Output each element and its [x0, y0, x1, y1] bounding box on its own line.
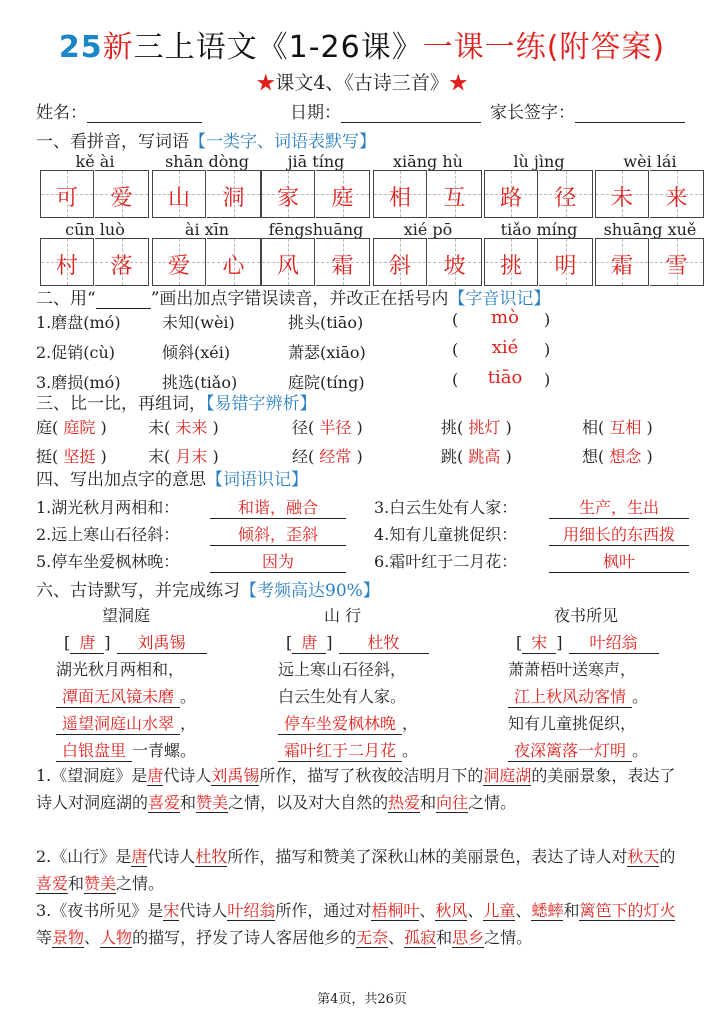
blank-answer: 篱笆下的灯火	[579, 901, 676, 920]
answer-char: 心	[222, 254, 245, 279]
question-1	[36, 762, 688, 816]
answer-char: 爱	[167, 254, 190, 279]
blank-answer: 洞庭湖	[483, 766, 532, 785]
bracket: ]	[326, 633, 333, 652]
poem-line	[278, 657, 406, 680]
poem-answer: 霜叶红于二月花	[278, 738, 402, 762]
blank-answer: 孤寂	[404, 928, 437, 947]
base-char: 挺	[36, 447, 53, 466]
text: 代诗人	[163, 766, 212, 785]
poem-line	[278, 684, 406, 707]
pinyin: jiā tíng	[287, 152, 345, 171]
answer: tiāo	[487, 367, 523, 388]
answer-char: 挑	[499, 254, 522, 279]
punct: 。	[402, 741, 419, 760]
answer: 因为	[210, 549, 346, 573]
char-cell	[373, 238, 427, 286]
pinyin: tiǎo míng	[500, 220, 578, 239]
char-cell	[428, 170, 482, 218]
poem-author	[286, 630, 429, 654]
answer-char: 庭	[331, 186, 354, 211]
pinyin: lù jìng	[513, 152, 565, 171]
answer-char: 路	[499, 186, 522, 211]
char-cell	[650, 238, 704, 286]
char-box	[152, 238, 262, 286]
blank-answer: 儿童	[483, 901, 516, 920]
bracket: ]	[556, 633, 563, 652]
text: 之情。	[116, 874, 165, 893]
pinyin: wèi lái	[623, 152, 677, 171]
answer: 跳高	[463, 447, 506, 466]
title-red: 一课一练(附答案)	[422, 30, 666, 65]
char-cell	[539, 238, 593, 286]
blank-answer: 秋天	[627, 847, 660, 866]
answer-char: 山	[167, 186, 190, 211]
poem-title: 夜书所见	[554, 606, 619, 625]
poem-text: 知有儿童挑促织，	[508, 714, 637, 733]
blank-answer: 热爱	[388, 793, 421, 812]
text: 、	[515, 901, 532, 920]
text: 之情。	[468, 793, 517, 812]
base-char: 经	[292, 447, 309, 466]
section-2-title: 二、用“ ”画出加点字错误读音，并改正在括号内【字音识记】	[36, 289, 551, 309]
paren: )	[505, 447, 512, 466]
paren: (	[52, 418, 59, 437]
paren: )	[505, 418, 512, 437]
blank-answer: 宋	[163, 901, 180, 920]
compare-item	[441, 415, 512, 438]
answer-char: 洞	[222, 186, 245, 211]
poem-author	[64, 630, 207, 654]
title-new: 新	[102, 30, 134, 65]
char-box	[261, 238, 371, 286]
pinyin: cūn luò	[65, 220, 125, 239]
pinyin: xiāng hù	[393, 152, 463, 171]
text: 等	[36, 928, 53, 947]
base-char: 相	[582, 418, 599, 437]
paren: (	[308, 447, 315, 466]
star-icon: ★	[448, 72, 468, 94]
poem-text: 远上寒山石径斜，	[278, 660, 407, 679]
punct: 一青螺。	[132, 741, 197, 760]
poem-line	[278, 711, 418, 735]
paren: (	[452, 340, 459, 359]
char-cell	[207, 170, 261, 218]
bracket: ]	[104, 633, 111, 652]
answer-char: 村	[55, 254, 78, 279]
author-name: 叶绍翁	[569, 630, 659, 654]
char-cell	[373, 170, 427, 218]
char-cell	[539, 170, 593, 218]
name-field: 姓名：	[36, 98, 202, 123]
paren: (	[52, 447, 59, 466]
word-item: 2.促销(cù)	[36, 343, 116, 362]
answer-char: 可	[55, 186, 78, 211]
answer-char: 来	[665, 186, 688, 211]
char-box	[261, 170, 371, 218]
answer-char: 雪	[665, 254, 688, 279]
poem-answer: 潭面无风镜未磨	[56, 684, 180, 708]
compare-item	[292, 444, 363, 467]
punct: 。	[632, 687, 649, 706]
char-cell	[40, 238, 94, 286]
star-icon: ★	[256, 72, 276, 94]
blank-answer: 赞美	[84, 874, 117, 893]
char-cell	[484, 170, 538, 218]
poem-text: 湖光秋月两相和，	[56, 660, 185, 679]
question-3	[36, 897, 688, 951]
char-cell	[261, 170, 315, 218]
answer-char: 落	[110, 254, 133, 279]
answer: 坚挺	[58, 447, 101, 466]
answer-char: 坡	[443, 254, 466, 279]
paren: )	[646, 447, 653, 466]
paren: (	[452, 310, 459, 329]
dynasty: 宋	[522, 630, 556, 654]
char-cell	[595, 238, 649, 286]
answer-char: 径	[554, 186, 577, 211]
poem-line	[56, 684, 196, 708]
paren: (	[164, 447, 171, 466]
bracket: [	[286, 633, 293, 652]
answer: 生产，生出	[549, 495, 689, 519]
poem-line	[56, 738, 196, 762]
punct: 。	[180, 687, 197, 706]
pinyin: fēngshuāng	[268, 220, 364, 239]
question: 1.湖光秋月两相和：	[36, 498, 180, 517]
paren: )	[646, 418, 653, 437]
char-cell	[595, 170, 649, 218]
char-box	[484, 238, 594, 286]
text: 的	[659, 847, 676, 866]
pinyin: xié pō	[403, 220, 453, 239]
answer-char: 霜	[331, 254, 354, 279]
poem-line	[56, 711, 196, 735]
answer-char: 风	[276, 254, 299, 279]
char-box	[484, 170, 594, 218]
text: 的美丽景象，表达了诗人对洞庭湖的	[36, 766, 676, 812]
punct: ，	[402, 714, 419, 733]
paren: )	[544, 310, 551, 329]
text: 代诗人	[147, 847, 196, 866]
poem-line	[508, 657, 636, 680]
title-number: 25	[58, 30, 103, 65]
text: 和	[420, 793, 437, 812]
poem-answer: 遥望洞庭山水翠	[56, 711, 180, 735]
char-box	[40, 170, 150, 218]
compare-item	[148, 415, 219, 438]
answer: 庭院	[58, 418, 101, 437]
answer-char: 霜	[610, 254, 633, 279]
question: 6.霜叶红于二月花：	[374, 552, 518, 571]
compare-item	[582, 415, 653, 438]
paren: (	[308, 418, 315, 437]
subtitle-text: 课文4、《古诗三首》	[275, 72, 449, 94]
text: 、	[388, 928, 405, 947]
word-item: 1.磨盘(mó)	[36, 313, 121, 332]
pinyin: ài xīn	[184, 220, 230, 239]
dynasty: 唐	[292, 630, 326, 654]
answer: 和谐，融合	[210, 495, 346, 519]
paren: )	[544, 370, 551, 389]
answer-char: 相	[388, 186, 411, 211]
question-2	[36, 843, 688, 897]
answer: 未来	[170, 418, 213, 437]
text: 所作，描写了秋夜皎洁明月下的	[259, 766, 484, 785]
answer-char: 未	[610, 186, 633, 211]
blank-answer: 杜牧	[195, 847, 228, 866]
compare-item	[36, 415, 107, 438]
base-char: 末	[148, 447, 165, 466]
char-cell	[650, 170, 704, 218]
poem-title: 望洞庭	[102, 606, 151, 625]
word-item: 挑选(tiǎo)	[162, 373, 238, 392]
paren: )	[356, 418, 363, 437]
poem-text: 萧萧梧叶送寒声，	[508, 660, 637, 679]
compare-item	[148, 444, 219, 467]
bracket: [	[64, 633, 71, 652]
bracket: [	[516, 633, 523, 652]
compare-item	[441, 444, 512, 467]
blank-answer: 梧桐叶	[371, 901, 420, 920]
blank-answer: 向往	[436, 793, 469, 812]
document-title	[0, 22, 724, 66]
question: 2.远上寒山石径斜：	[36, 525, 180, 544]
blank-answer: 景物	[52, 928, 85, 947]
blank-answer: 赞美	[196, 793, 229, 812]
date-field: 日期：	[290, 98, 481, 123]
answer: mò	[491, 307, 519, 328]
title-subject: 三上语文《1-26课》	[133, 30, 423, 65]
word-item: 倾斜(xéi)	[162, 343, 231, 362]
text: 、	[467, 901, 484, 920]
paren: )	[212, 447, 219, 466]
poem-author	[516, 630, 659, 654]
question: 5.停车坐爱枫林晚：	[36, 552, 180, 571]
dynasty: 唐	[70, 630, 104, 654]
paren: (	[452, 370, 459, 389]
poem-answer: 停车坐爱枫林晚	[278, 711, 402, 735]
paren: (	[598, 418, 605, 437]
section-3-title: 三、比一比，再组词，【易错字辨析】	[36, 394, 317, 414]
text: 和	[68, 874, 85, 893]
answer: 互相	[604, 418, 647, 437]
section-4-title: 四、写出加点字的意思【词语识记】	[36, 470, 308, 490]
blank-answer: 思乡	[452, 928, 485, 947]
poem-text: 白云生处有人家。	[278, 687, 407, 706]
paren: )	[100, 418, 107, 437]
blank-answer: 人物	[100, 928, 133, 947]
answer: 半径	[314, 418, 357, 437]
subtitle	[0, 68, 724, 95]
answer-char: 明	[554, 254, 577, 279]
char-cell	[40, 170, 94, 218]
text: 和	[563, 901, 580, 920]
blank-answer: 无奈	[356, 928, 389, 947]
char-cell	[261, 238, 315, 286]
text: 2.《山行》是	[36, 847, 132, 866]
poem-answer: 夜深篱落一灯明	[508, 738, 632, 762]
blank-answer: 蟋蟀	[531, 901, 564, 920]
pinyin: shuāng xuě	[603, 220, 697, 239]
poem-line	[508, 738, 648, 762]
char-box	[40, 238, 150, 286]
answer: 经常	[314, 447, 357, 466]
char-cell	[316, 238, 370, 286]
blank-answer: 秋风	[435, 901, 468, 920]
text: 的描写，抒发了诗人客居他乡的	[132, 928, 357, 947]
question: 4.知有儿童挑促织：	[374, 525, 518, 544]
blank-answer: 喜爱	[36, 874, 69, 893]
paren: )	[100, 447, 107, 466]
compare-item	[36, 444, 107, 467]
blank-answer: 喜爱	[148, 793, 181, 812]
answer-char: 家	[276, 186, 299, 211]
text: 3.《夜书所见》是	[36, 901, 164, 920]
poem-line	[508, 711, 636, 734]
char-box	[373, 170, 483, 218]
pinyin: kě ài	[75, 152, 115, 171]
paren: (	[457, 418, 464, 437]
char-cell	[152, 238, 206, 286]
answer: 倾斜，歪斜	[210, 522, 346, 546]
answer: 枫叶	[549, 549, 689, 573]
answer: 挑灯	[463, 418, 506, 437]
base-char: 跳	[441, 447, 458, 466]
poem-line	[278, 738, 418, 762]
author-name: 杜牧	[339, 630, 429, 654]
base-char: 径	[292, 418, 309, 437]
char-box	[595, 170, 705, 218]
text: 所作，描写和赞美了深秋山林的美丽景色，表达了诗人对	[227, 847, 628, 866]
blank-answer: 唐	[147, 766, 164, 785]
question: 3.白云生处有人家：	[374, 498, 518, 517]
compare-item	[292, 415, 363, 438]
paren: )	[212, 418, 219, 437]
parent-sign-field: 家长签字：	[490, 98, 685, 123]
paren: )	[544, 340, 551, 359]
punct: 。	[632, 741, 649, 760]
char-cell	[95, 238, 149, 286]
answer: 月末	[170, 447, 213, 466]
text: 、	[419, 901, 436, 920]
word-item: 萧瑟(xiāo)	[288, 343, 366, 362]
paren: )	[356, 447, 363, 466]
text: 之情，以及对大自然的	[228, 793, 389, 812]
char-cell	[484, 238, 538, 286]
text: 代诗人	[179, 901, 228, 920]
punct: ，	[180, 714, 197, 733]
char-box	[152, 170, 262, 218]
blank-answer: 叶绍翁	[227, 901, 276, 920]
text: 和	[436, 928, 453, 947]
base-char: 未	[148, 418, 165, 437]
section-6-title: 六、古诗默写，并完成练习【考频高达90%】	[36, 581, 380, 601]
section-1-title: 一、看拼音，写词语【一类字、词语表默写】	[36, 132, 376, 152]
answer-char: 爱	[110, 186, 133, 211]
text: 和	[180, 793, 197, 812]
compare-item	[582, 444, 653, 467]
text: 1.《望洞庭》是	[36, 766, 148, 785]
poem-line	[56, 657, 184, 680]
answer-char: 互	[443, 186, 466, 211]
paren: (	[457, 447, 464, 466]
char-cell	[428, 238, 482, 286]
word-item: 庭院(tíng)	[288, 373, 365, 392]
base-char: 庭	[36, 418, 53, 437]
word-item: 3.磨损(mó)	[36, 373, 121, 392]
page-footer: 第4页，共26页	[317, 992, 407, 1007]
poem-line	[508, 684, 648, 708]
char-cell	[152, 170, 206, 218]
answer-char: 斜	[388, 254, 411, 279]
char-cell	[207, 238, 261, 286]
answer: 用细长的东西拨	[549, 522, 689, 546]
pinyin: shān dòng	[165, 152, 249, 171]
answer: xié	[491, 337, 519, 358]
poem-title: 山 行	[324, 606, 362, 625]
char-cell	[316, 170, 370, 218]
char-box	[595, 238, 705, 286]
blank-answer: 刘禹锡	[211, 766, 260, 785]
base-char: 想	[582, 447, 599, 466]
char-cell	[95, 170, 149, 218]
word-item: 未知(wèi)	[162, 313, 235, 332]
text: 、	[84, 928, 101, 947]
text: 所作，通过对	[275, 901, 372, 920]
paren: (	[598, 447, 605, 466]
paren: (	[164, 418, 171, 437]
text: 之情。	[484, 928, 533, 947]
poem-answer: 白银盘里	[56, 738, 132, 762]
word-item: 挑头(tiāo)	[288, 313, 364, 332]
char-box	[373, 238, 483, 286]
author-name: 刘禹锡	[117, 630, 207, 654]
answer: 想念	[604, 447, 647, 466]
blank-answer: 唐	[131, 847, 148, 866]
poem-answer: 江上秋风动客情	[508, 684, 632, 708]
base-char: 挑	[441, 418, 458, 437]
